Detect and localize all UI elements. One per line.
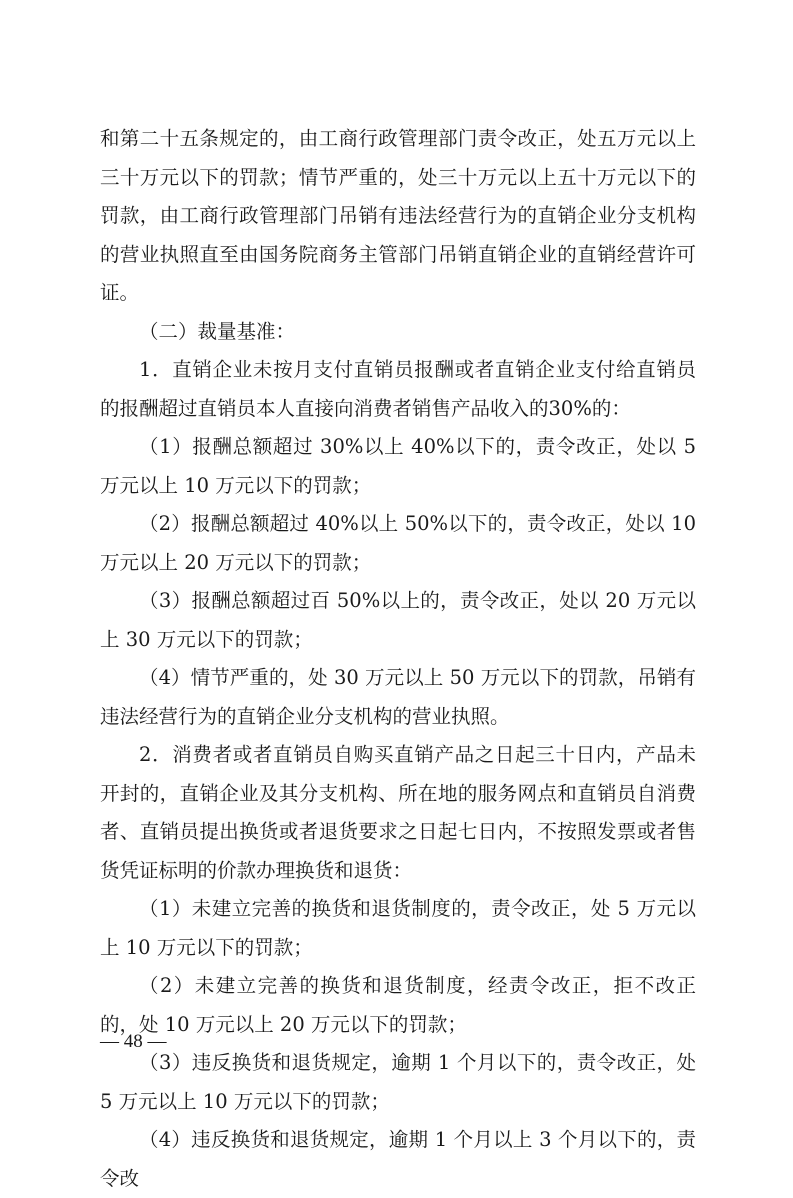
section-heading: （二）裁量基准： [139,319,296,343]
page-number: — 48 — [100,1031,167,1052]
list-item: （2）未建立完善的换货和退货制度，经责令改正，拒不改正的，处 10 万元以上 20 万元以下的罚款； [100,974,696,1036]
document-body [100,120,696,1198]
list-item: （1）未建立完善的换货和退货制度的，责令改正，处 5 万元以上 10 万元以下的罚款； [100,897,696,959]
paragraph: 1．直销企业未按月支付直销员报酬或者直销企业支付给直销员的报酬超过直销员本人直接向消费者销售产品收入的30%的： [100,358,696,420]
list-item: （4）违反换货和退货规定，逾期 1 个月以上 3 个月以下的，责令改 [100,1128,696,1190]
paragraph: 和第二十五条规定的，由工商行政管理部门责令改正，处五万元以上三十万元以下的罚款；情节严重的，处三十万元以上五十万元以下的罚款，由工商行政管理部门吊销有违法经营行为的直销企业分支机构的营业执照直至由国务院商务主管部门吊销直销企业的直销经营许可证。 [100,127,696,304]
list-item: （3）报酬总额超过百 50%以上的，责令改正，处以 20 万元以上 30 万元以下的罚款； [100,589,696,651]
list-item: （1）报酬总额超过 30%以上 40%以下的，责令改正，处以 5 万元以上 10 万元以下的罚款； [100,435,696,497]
list-item: （3）违反换货和退货规定，逾期 1 个月以下的，责令改正，处 5 万元以上 10 万元以下的罚款； [100,1051,696,1113]
paragraph: 2．消费者或者直销员自购买直销产品之日起三十日内，产品未开封的，直销企业及其分支机构、所在地的服务网点和直销员自消费者、直销员提出换货或者退货要求之日起七日内，不按照发票或者售货凭证标明的价款办理换货和退货： [100,743,696,882]
list-item: （4）情节严重的，处 30 万元以上 50 万元以下的罚款，吊销有违法经营行为的直销企业分支机构的营业执照。 [100,666,696,728]
list-item: （2）报酬总额超过 40%以上 50%以下的，责令改正，处以 10 万元以上 20 万元以下的罚款； [100,512,696,574]
